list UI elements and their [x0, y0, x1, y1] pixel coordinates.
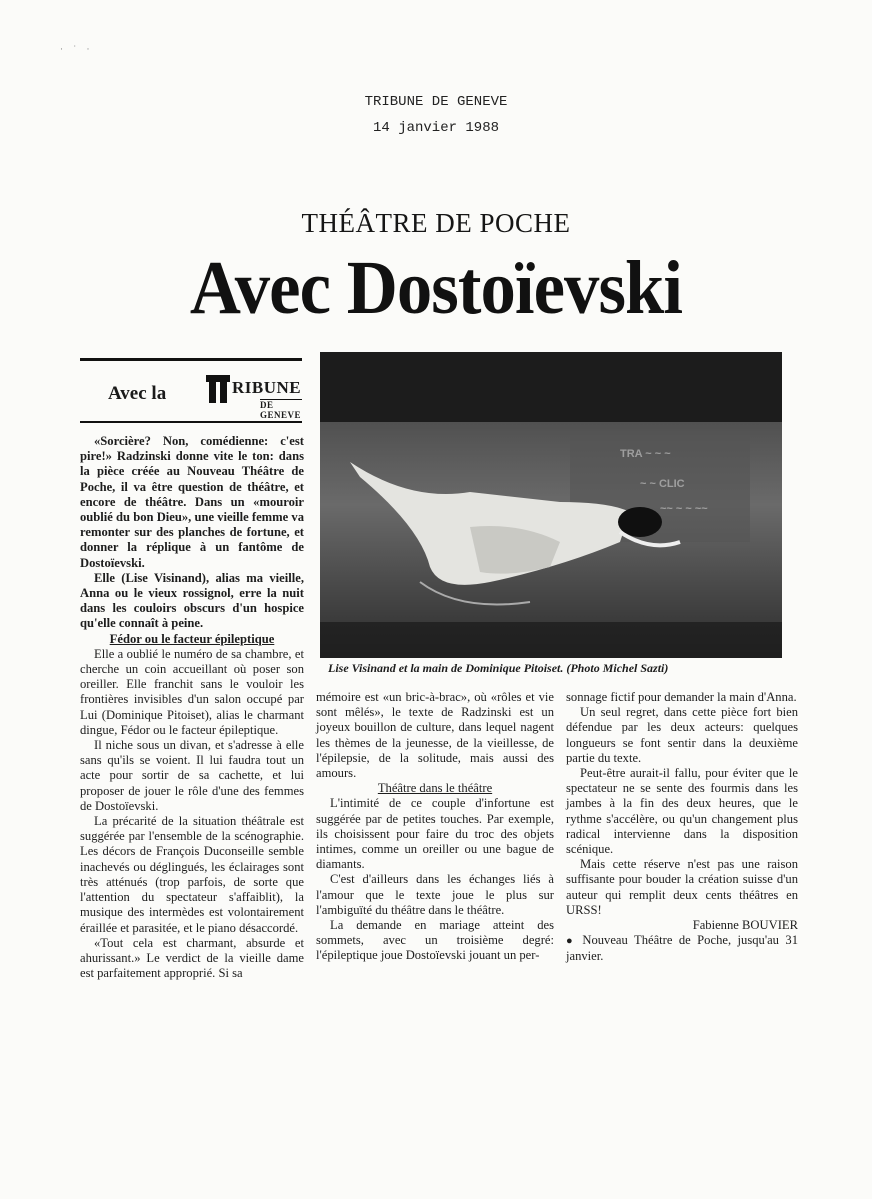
body-paragraph: «Tout cela est charmant, absurde et ahurissant.» Le verdict de la vieille dame est parfaitement approprié. Si sa: [80, 935, 304, 981]
column-3: [566, 690, 798, 965]
tribune-masthead: [80, 358, 302, 423]
body-paragraph: Un seul regret, dans cette pièce fort bien défendue par les deux acteurs: quelques longueurs se font sentir dans la deuxième partie du texte.: [566, 705, 798, 765]
subheading-theatre: Théâtre dans le théâtre: [377, 781, 493, 796]
body-paragraph: Mais cette réserve n'est pas une raison suffisante pour bouder la création suisse d'un auteur qui remplit deux cents théâtres en URSS!: [566, 857, 798, 917]
svg-text:TRA ~ ~ ~: TRA ~ ~ ~: [620, 448, 671, 460]
svg-text:~ ~ CLIC: ~ ~ CLIC: [640, 478, 685, 490]
venue-note: [566, 933, 798, 964]
column-2: [316, 690, 554, 964]
masthead-geneve: DE GENEVE: [260, 400, 302, 420]
clipping-source: TRIBUNE DE GENEVE: [364, 94, 508, 110]
intro-paragraph: Elle (Lise Visinand), alias ma vieille, Anna ou le vieux rossignol, erre la nuit dans les couloirs obscurs d'un hospice qu'elle connaît à peine.: [80, 570, 304, 631]
article-photo: [320, 352, 782, 658]
intro-paragraph: «Sorcière? Non, comédienne: c'est pire!» Radzinski donne vite le ton: dans la pièce créée au Nouveau Théâtre de Poche, il va être question de théâtre, et encore de théâtre. Dans un «mouroir oublié du bon Dieu», une vieille femme va remonter sur des planches de fortune, et donner la réplique à un fantôme de Dostoïevski.: [80, 434, 304, 570]
body-paragraph: Elle a oublié le numéro de sa chambre, et cherche un coin accueillant où poser son oreiller. Elle franchit sans le vouloir les frontières invisibles d'un salon occupé par Lui (Dominique Pitoiset), alias le charmant dingue, Fédor ou le facteur épileptique.: [80, 646, 304, 737]
author-signature: Fabienne BOUVIER: [692, 918, 798, 933]
venue-note-text: Nouveau Théâtre de Poche, jusqu'au 31 janvier.: [566, 933, 798, 964]
body-paragraph: Peut-être aurait-il fallu, pour éviter que le spectateur ne se sente des fourmis dans les jambes à la fin des deux heures, que le rythme s'accélère, ou qu'un changement plus radical intervienne dans la disposition scénique.: [566, 766, 798, 857]
clipping-date: 14 janvier 1988: [372, 120, 500, 136]
scan-specks: · ˙ ·: [60, 44, 94, 54]
body-paragraph: Il niche sous un divan, et s'adresse à elle sans qu'ils se voient. Il lui faudra tout un acte pour sortir de sa cachette, et lui proposer de jouer le rôle d'une des femmes de Dostoïevski.: [80, 738, 304, 813]
body-paragraph: mémoire est «un bric-à-brac», où «rôles et vie sont mêlés», le texte de Radzinski est un joyeux bouillon de culture, dans lequel nagent les thèmes de la jeunesse, de la vieillesse, de l'épilepsie, de la solitude, mais aussi des amours.: [316, 690, 554, 781]
photo-caption: Lise Visinand et la main de Dominique Pitoiset. (Photo Michel Sazti): [328, 661, 669, 675]
body-paragraph: La demande en mariage atteint des sommets, avec un troisième degré: l'épileptique joue Dostoïevski jouant un per-: [316, 918, 554, 963]
article-kicker: THÉÂTRE DE POCHE: [301, 208, 571, 238]
stage-photo-image: [320, 352, 782, 658]
subheading-fedor: Fédor ou le facteur épileptique: [109, 631, 275, 646]
article-headline: Avec Dostoïevski: [189, 246, 683, 330]
body-paragraph: L'intimité de ce couple d'infortune est suggérée par de petites touches. Par exemple, ils choisissent pour faire du troc des objets intimes, comme un oreiller ou une bague de diamants.: [316, 796, 554, 872]
tribune-t-logo-icon: [206, 375, 230, 403]
masthead-prefix: Avec la: [108, 383, 167, 404]
body-paragraph: C'est d'ailleurs dans les échanges liés à l'amour que le texte joue le plus sur l'ambiguïté du théâtre dans le théâtre.: [316, 872, 554, 917]
column-1: [80, 434, 304, 981]
svg-text:~~ ~ ~ ~~: ~~ ~ ~ ~~: [660, 503, 708, 515]
bullet-icon: ●: [566, 935, 576, 948]
body-paragraph: La précarité de la situation théâtrale est suggérée par l'ensemble de la scénographie. Les décors de François Duconseille semble inachevés ou déglingués, les éclairages sont très atténués (trop parfois, de sorte que l'attention du spectateur s'affaiblit), la musique des intermèdes est volontairement éraillée et parasitée, et le piano désaccordé.: [80, 814, 304, 935]
body-paragraph: sonnage fictif pour demander la main d'Anna.: [566, 690, 797, 704]
masthead-tribune: RIBUNE: [232, 378, 302, 397]
